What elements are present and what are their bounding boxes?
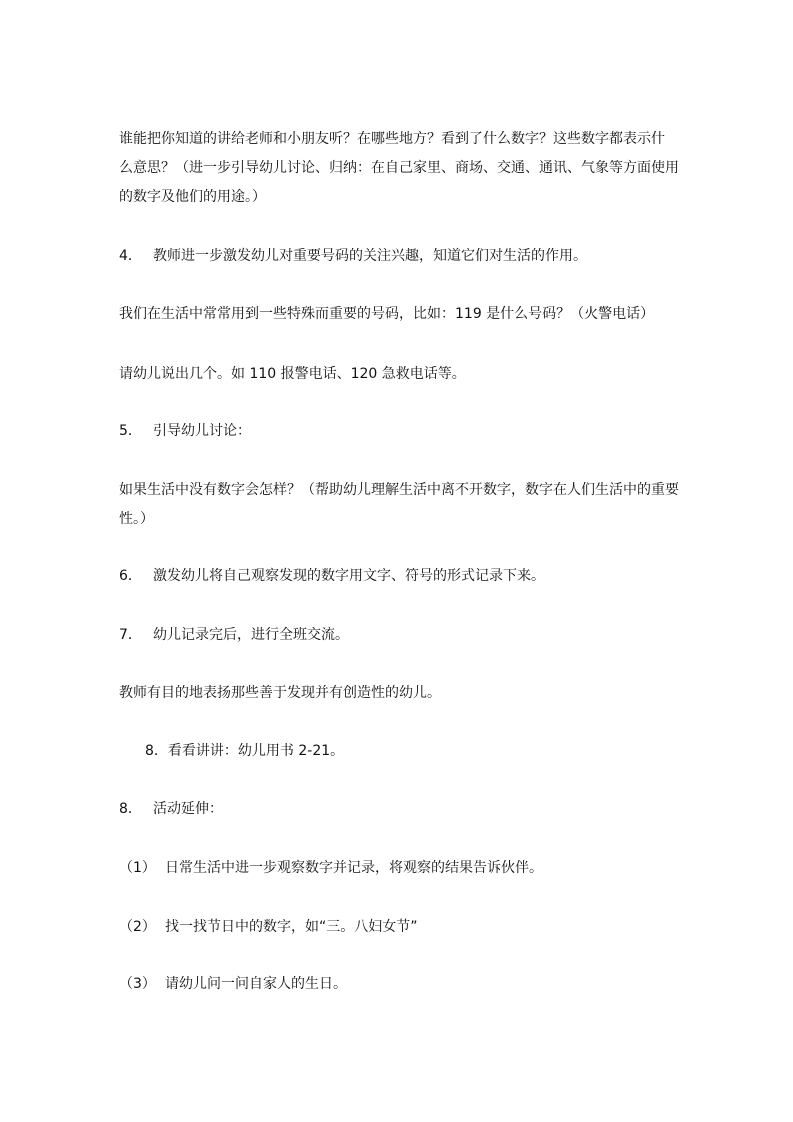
paragraph-without-numbers [119,476,679,534]
text-line: 性。） [119,511,154,527]
paragraph-text: 我们在生活中常常用到一些特殊而重要的号码，比如：119 是什么号码？（火警电话） [119,306,655,322]
step-text: 引导幼儿讨论： [153,423,251,439]
item-text: 日常生活中进一步观察数字并记录，将观察的结果告诉伙伴。 [165,860,543,876]
step-6 [119,562,679,591]
text-line: 的数字及他们的用途。） [119,189,266,205]
item-number: （3） [119,976,156,992]
item-number: （1） [119,860,156,876]
paragraph-praise [119,679,679,708]
extension-item-2 [119,913,679,942]
paragraph-special-numbers [119,300,679,329]
text-line: 如果生活中没有数字会怎样？（帮助幼儿理解生活中离不开数字，数字在人们生活中的重要 [119,482,679,498]
step-text: 激发幼儿将自己观察发现的数字用文字、符号的形式记录下来。 [153,568,545,584]
step-number: 8． [119,801,142,817]
step-number: 4． [119,248,142,264]
step-text: 幼儿记录完后，进行全班交流。 [153,627,349,643]
paragraph-text: 8．看看讲讲：幼儿用书 2-21。 [145,743,345,759]
item-text: 请幼儿问一问自家人的生日。 [165,976,347,992]
step-number: 5． [119,423,142,439]
paragraph-examples [119,360,679,389]
step-8 [119,795,679,824]
step-number: 6． [119,568,142,584]
paragraph-text: 请幼儿说出几个。如 110 报警电话、120 急救电话等。 [119,366,466,382]
extension-item-1 [119,854,679,883]
step-text: 活动延伸： [153,801,223,817]
paragraph-discussion-intro [119,125,679,212]
step-4 [119,242,679,271]
item-text: 找一找节日中的数字，如“三。八妇女节” [165,919,418,935]
step-5 [119,417,679,446]
item-number: （2） [119,919,156,935]
text-line: 么意思？（进一步引导幼儿讨论、归纳：在自己家里、商场、交通、通讯、气象等方面使用 [119,160,679,176]
text-line: 谁能把你知道的讲给老师和小朋友听？在哪些地方？看到了什么数字？这些数字都表示什 [119,131,665,147]
paragraph-look-and-tell [145,737,705,766]
step-text: 教师进一步激发幼儿对重要号码的关注兴趣，知道它们对生活的作用。 [153,248,587,264]
step-number: 7． [119,627,142,643]
extension-item-3 [119,970,679,999]
step-7 [119,621,679,650]
paragraph-text: 教师有目的地表扬那些善于发现并有创造性的幼儿。 [119,685,441,701]
